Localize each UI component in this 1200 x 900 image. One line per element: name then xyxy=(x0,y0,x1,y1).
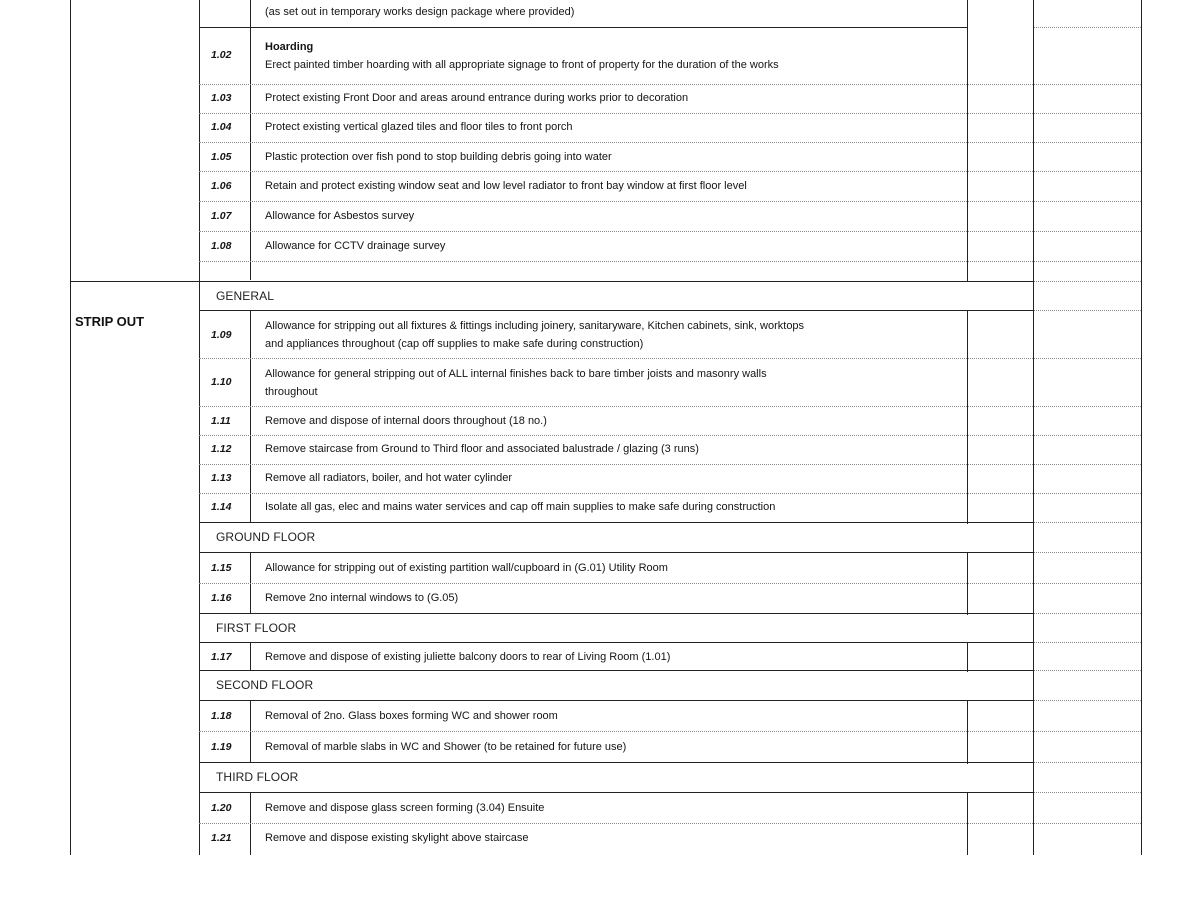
item-number: 1.16 xyxy=(211,592,232,604)
rule-5 xyxy=(199,552,1034,553)
item-title: Hoarding xyxy=(265,41,314,53)
rule-11 xyxy=(199,792,1034,793)
item-description: Remove all radiators, boiler, and hot water cylinder xyxy=(265,472,513,484)
item-description: Remove and dispose of internal doors throughout (18 no.) xyxy=(265,415,547,427)
item-description: Remove and dispose existing skylight above staircase xyxy=(265,832,529,844)
item-description: Removal of 2no. Glass boxes forming WC and shower room xyxy=(265,710,558,722)
item-number: 1.20 xyxy=(211,802,232,814)
rule-10 xyxy=(199,762,1034,763)
quantity-column-border xyxy=(1033,0,1034,855)
item-description: Remove and dispose of existing juliette balcony doors to rear of Living Room (1.01) xyxy=(265,651,671,663)
item-number: 1.02 xyxy=(211,49,232,61)
item-number: 1.21 xyxy=(211,832,232,844)
item-description: Erect painted timber hoarding with all appropriate signage to front of property for the duration of the works xyxy=(265,59,779,71)
section-header-general: GENERAL xyxy=(216,289,275,303)
item-description: Allowance for stripping out all fixtures & fittings including joinery, sanitaryware, Kitchen cabinets, sink, worktops xyxy=(265,320,805,332)
item-number: 1.15 xyxy=(211,562,232,574)
item-description: Remove staircase from Ground to Third floor and associated balustrade / glazing (3 runs) xyxy=(265,443,699,455)
rule-3 xyxy=(199,310,1034,311)
rule-9 xyxy=(199,700,1034,701)
item-number: 1.11 xyxy=(211,415,231,427)
rule-6 xyxy=(199,613,1034,614)
description-column-border xyxy=(967,0,968,855)
item-number: 1.19 xyxy=(211,741,232,753)
item-description: Removal of marble slabs in WC and Shower (to be retained for future use) xyxy=(265,741,627,753)
item-description: throughout xyxy=(265,386,318,398)
rule-4 xyxy=(199,522,1034,523)
number-column-rule-d xyxy=(250,643,251,670)
item-number: 1.07 xyxy=(211,210,232,222)
item-description: Plastic protection over fish pond to stop building debris going into water xyxy=(265,151,612,163)
right-border xyxy=(1141,0,1142,855)
category-label: STRIP OUT xyxy=(75,314,145,329)
item-number: 1.09 xyxy=(211,329,232,341)
rule-1 xyxy=(199,27,968,28)
number-column-rule-a xyxy=(250,0,251,280)
item-number: 1.04 xyxy=(211,121,232,133)
item-description: Allowance for CCTV drainage survey xyxy=(265,240,446,252)
section-header-ground-floor: GROUND FLOOR xyxy=(216,530,316,544)
section-header-third-floor: THIRD FLOOR xyxy=(216,770,299,784)
category-column-border xyxy=(199,0,200,855)
continuation-text: (as set out in temporary works design package where provided) xyxy=(265,6,575,18)
item-number: 1.10 xyxy=(211,376,232,388)
item-description: Remove and dispose glass screen forming (3.04) Ensuite xyxy=(265,802,545,814)
item-description: and appliances throughout (cap off supplies to make safe during construction) xyxy=(265,338,644,350)
item-description: Remove 2no internal windows to (G.05) xyxy=(265,592,459,604)
item-description: Allowance for stripping out of existing partition wall/cupboard in (G.01) Utility Room xyxy=(265,562,668,574)
item-description: Allowance for general stripping out of ALL internal finishes back to bare timber joists and masonry walls xyxy=(265,368,767,380)
item-description: Protect existing vertical glazed tiles and floor tiles to front porch xyxy=(265,121,573,133)
item-description: Protect existing Front Door and areas around entrance during works prior to decoration xyxy=(265,92,689,104)
section-header-first-floor: FIRST FLOOR xyxy=(216,621,297,635)
item-number: 1.13 xyxy=(211,472,232,484)
number-column-rule-b xyxy=(250,311,251,522)
item-description: Allowance for Asbestos survey xyxy=(265,210,415,222)
item-number: 1.05 xyxy=(211,151,232,163)
item-number: 1.17 xyxy=(211,651,232,663)
item-number: 1.03 xyxy=(211,92,232,104)
item-description: Retain and protect existing window seat and low level radiator to front bay window at first floor level xyxy=(265,180,747,192)
item-number: 1.08 xyxy=(211,240,232,252)
section-header-second-floor: SECOND FLOOR xyxy=(216,678,314,692)
item-number: 1.12 xyxy=(211,443,232,455)
item-number: 1.18 xyxy=(211,710,232,722)
item-number: 1.06 xyxy=(211,180,232,192)
number-column-rule-f xyxy=(250,793,251,855)
rule-2 xyxy=(70,281,1034,282)
rule-7 xyxy=(199,642,1034,643)
rule-8 xyxy=(199,670,1034,671)
item-number: 1.14 xyxy=(211,501,232,513)
item-description: Isolate all gas, elec and mains water services and cap off main supplies to make safe during construction xyxy=(265,501,776,513)
left-border xyxy=(70,0,71,855)
